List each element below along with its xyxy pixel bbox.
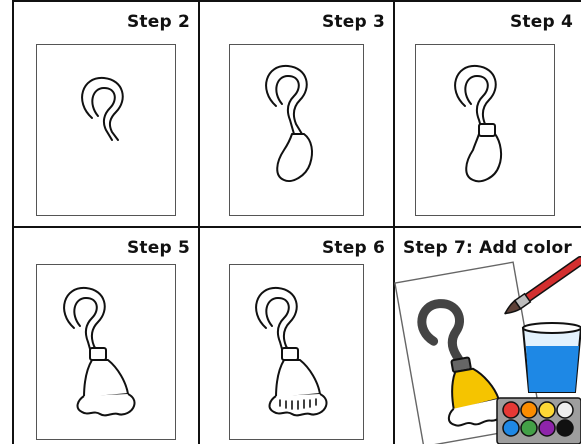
step-7-title: Step 7: Add color (403, 238, 572, 258)
step-7-color-illustration (395, 228, 581, 444)
step-4-title: Step 4 (509, 12, 573, 32)
step-6-cell (200, 228, 393, 444)
step-2-cell (14, 2, 198, 226)
step-3-title: Step 3 (321, 12, 385, 32)
step-3-cell (200, 2, 393, 226)
step-3-hook-drawing (200, 2, 393, 226)
step-5-hook-drawing (14, 228, 198, 444)
step-7-cell (395, 228, 581, 444)
step-4-cell (395, 2, 581, 226)
step-5-title: Step 5 (126, 238, 190, 258)
step-2-title: Step 2 (126, 12, 190, 32)
step-2-hook-drawing (14, 2, 198, 226)
step-6-hook-drawing (200, 228, 393, 444)
step-5-cell (14, 228, 198, 444)
step-4-hook-drawing (395, 2, 581, 226)
step-6-title: Step 6 (321, 238, 385, 258)
